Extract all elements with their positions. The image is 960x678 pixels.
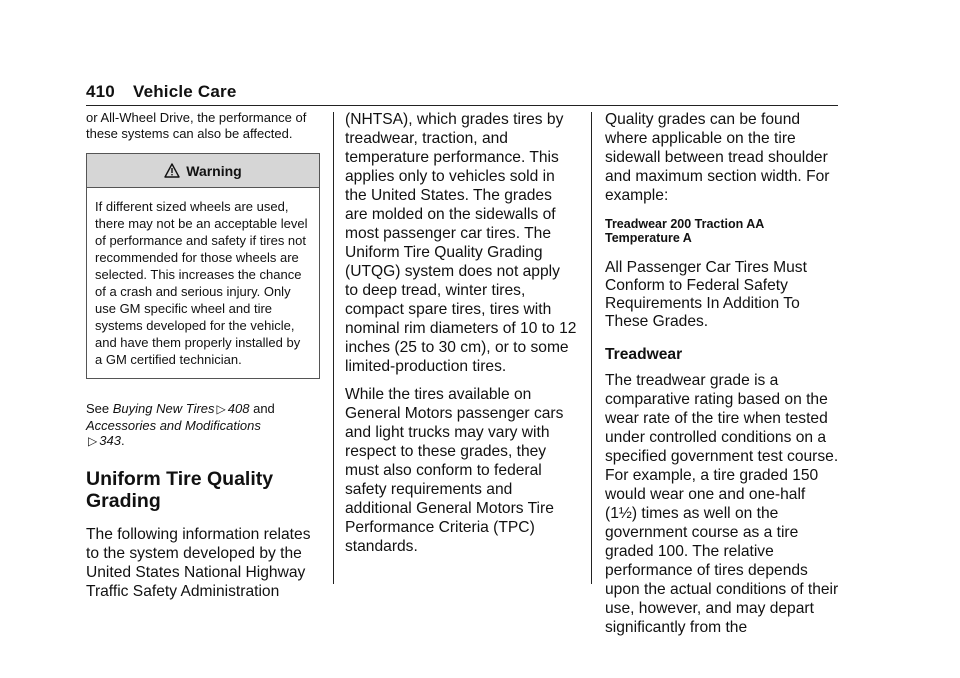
treadwear-paragraph: The treadwear grade is a comparative rating based on the wear rate of the tire when tested under controlled conditions on a specified government test course. For example, a tire graded 150 would wear one and one-half (1½) times as well on the government course as a tire graded 100. The relative performance of tires depends upon the actual conditions of their use, however, and may depart significantly from the — [605, 372, 839, 636]
federal-requirements-heading: All Passenger Car Tires Must Conform to Federal Safety Requirements In Addition To These Grades. — [605, 259, 807, 330]
column-divider-2 — [591, 112, 592, 584]
see-and: and — [253, 401, 275, 416]
column-divider-1 — [333, 112, 334, 584]
gm-tires-paragraph: While the tires available on General Motors passenger cars and light trucks may vary with respect to these grades, they must also conform to federal safety requirements and additional General Motors Tire Performance Criteria (TPC) standards. — [345, 386, 564, 555]
warning-box — [86, 153, 320, 379]
page-header — [86, 82, 237, 102]
warning-triangle-icon — [164, 163, 180, 178]
nhtsa-paragraph: (NHTSA), which grades tires by treadwear, traction, and temperature performance. This applies only to vehicles sold in the United States. The grades are molded on the sidewalls of most passenger car tires. The Uniform Tire Quality Grading (UTQG) system does not apply to deep tread, winter tires, compact spare tires, tires with nominal rim diameters of 10 to 12 inches (25 to 30 cm), or to some limited-production tires. — [345, 111, 577, 375]
treadwear-heading: Treadwear — [605, 346, 683, 363]
column-3 — [605, 110, 841, 637]
ref-page-2[interactable]: 343 — [99, 433, 121, 448]
grade-example: Treadwear 200 Traction AA Temperature A — [605, 217, 764, 245]
warning-title: Warning — [186, 162, 242, 179]
ref-page-1[interactable]: 408 — [227, 401, 250, 416]
arrow-right-icon: ▷ — [216, 402, 226, 416]
section-intro-text: The following information relates to the system developed by the United States National Highway Traffic Safety Administration — [86, 525, 311, 600]
quality-grades-paragraph: Quality grades can be found where applicable on the tire sidewall between tread shoulder and maximum section width. For example: — [605, 111, 830, 204]
column-2 — [345, 110, 577, 556]
section-heading: Uniform Tire Quality Grading — [86, 467, 274, 512]
column-1 — [86, 110, 320, 601]
page-number: 410 — [86, 82, 115, 101]
header-rule — [86, 105, 838, 106]
warning-header — [87, 154, 319, 188]
ref-link-accessories[interactable]: Accessories and Modifications — [86, 417, 261, 433]
see-also: See Buying New Tires ▷ 408 and Accessories and Modifications ▷ 343. — [86, 401, 275, 448]
arrow-right-icon: ▷ — [88, 434, 98, 448]
warning-text: If different sized wheels are used, there may not be an acceptable level of performance and safety if tires not recommended for those wheels are selected. This increases the chance of a crash and serious injury. Only use GM specific wheel and tire systems developed for the vehicle, and have them properly installed by a GM certified technician. — [95, 199, 308, 367]
intro-text: or All-Wheel Drive, the performance of these systems can also be affected. — [86, 110, 307, 141]
ref-link-buying-new-tires[interactable]: Buying New Tires — [112, 401, 215, 416]
see-prefix: See — [86, 401, 110, 416]
section-title: Vehicle Care — [132, 82, 237, 101]
